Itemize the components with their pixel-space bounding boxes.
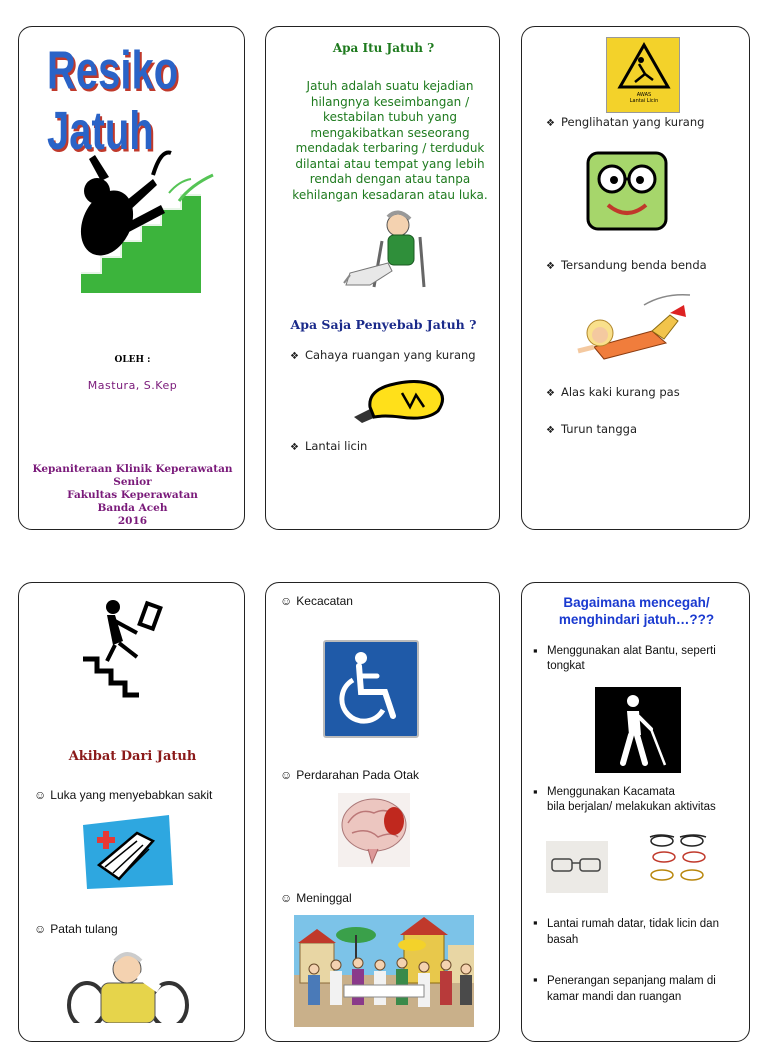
blind-person-cane-sign	[595, 687, 681, 773]
what-is-fall-heading: Apa Itu Jatuh ?	[332, 41, 435, 55]
wet-floor-sign	[606, 37, 680, 113]
prevention-lighting	[547, 973, 743, 1005]
causes-heading: Apa Saja Penyebab Jatuh ?	[290, 317, 477, 332]
wet-floor-sign-licin: Lantai Licin	[629, 98, 659, 104]
prevention-safe-floor-label: Lantai rumah datar, tidak licin dan basah	[547, 918, 719, 946]
prevention-glasses-line-1: Menggunakan Kacamata	[547, 786, 675, 798]
funeral-procession-illustration	[294, 915, 474, 1027]
wheelchair-icon	[335, 650, 407, 728]
consequences-continued-panel	[265, 582, 500, 1042]
org-city: Banda Aceh	[97, 502, 168, 514]
prevention-heading: Bagaimana mencegah/ menghindari jatuh…???	[558, 595, 715, 627]
fall-definition-text: Jatuh adalah suatu kejadian hilangnya keseimbangan / kestabilan tubuh yang mengakibatkan seseorang mendadak terbaring / terduduk dilantai atau tempat yang lebih rendah dengan atau tanpa kehilangan kesadaran atau luka.	[292, 79, 488, 202]
cover-title: Resiko Jatuh	[47, 41, 179, 162]
cause-poor-vision	[546, 115, 704, 129]
effect-death-label: Meninggal	[296, 891, 352, 905]
wet-floor-sign-text	[607, 92, 681, 104]
effect-disability	[280, 594, 353, 608]
falling-stairs-illustration	[61, 145, 221, 297]
prevention-safe-floor	[547, 916, 743, 948]
leg-cast-icon	[79, 805, 175, 893]
eyeglasses-stack-image	[646, 831, 710, 889]
cover-panel	[18, 26, 245, 530]
cause-tripping-label: Tersandung benda benda	[560, 258, 707, 272]
fallen-person-crutch-illustration	[340, 207, 430, 289]
prevention-walking-aid	[547, 644, 743, 674]
byline-label: OLEH :	[114, 355, 151, 365]
definition-panel	[265, 26, 500, 530]
org-line-2: Fakultas Keperawatan	[67, 489, 198, 501]
cause-descending-stairs-label: Turun tangga	[560, 422, 637, 436]
falling-down-stairs-icon	[79, 591, 175, 701]
cause-dim-light-label: Cahaya ruangan yang kurang	[304, 348, 476, 362]
prevention-walking-aid-label: Menggunakan alat Bantu, seperti tongkat	[547, 645, 716, 672]
prevention-glasses	[547, 785, 743, 815]
cause-tripping	[546, 258, 707, 272]
causes-continued-panel	[521, 26, 750, 530]
effect-painful-injury-label: Luka yang menyebabkan sakit	[50, 788, 213, 802]
org-line-1: Kepaniteraan Klinik Keperawatan Senior	[32, 463, 233, 488]
consequences-panel	[18, 582, 245, 1042]
effect-death	[280, 891, 352, 905]
effect-broken-bone-label: Patah tulang	[50, 922, 118, 936]
eyeglasses-single-image	[546, 841, 608, 893]
effect-disability-label: Kecacatan	[296, 594, 353, 608]
prevention-panel	[521, 582, 750, 1042]
author-name: Mastura, S.Kep	[87, 379, 178, 392]
face-with-glasses-illustration	[584, 149, 670, 233]
cause-descending-stairs	[546, 422, 637, 436]
organization-block	[19, 463, 245, 528]
org-year: 2016	[117, 515, 148, 527]
prevention-glasses-line-2: bila berjalan/ melakukan aktivitas	[547, 801, 716, 813]
cause-slippery-floor-label: Lantai licin	[304, 439, 368, 453]
elderly-wheelchair-illustration	[67, 943, 189, 1023]
effect-brain-bleeding	[280, 768, 419, 782]
tripping-girl-illustration	[574, 291, 692, 363]
effect-broken-bone	[34, 922, 118, 936]
cause-dim-light	[290, 348, 476, 362]
prevention-lighting-label: Penerangan sepanjang malam di kamar mandi dan ruangan	[547, 975, 716, 1003]
wet-floor-sign-awas: AWAS	[636, 92, 652, 98]
consequences-heading: Akibat Dari Jatuh	[68, 749, 197, 764]
lightbulb-icon	[350, 377, 448, 425]
cause-ill-fitting-footwear	[546, 385, 680, 399]
brain-hemorrhage-illustration	[338, 793, 410, 867]
wet-floor-warning-icon	[617, 42, 671, 90]
cause-ill-fitting-footwear-label: Alas kaki kurang pas	[560, 385, 680, 399]
effect-brain-bleeding-label: Perdarahan Pada Otak	[296, 768, 420, 782]
cause-poor-vision-label: Penglihatan yang kurang	[560, 115, 705, 129]
wheelchair-sign	[323, 640, 419, 738]
white-cane-icon	[609, 693, 669, 769]
effect-painful-injury	[34, 788, 212, 802]
cause-slippery-floor	[290, 439, 367, 453]
